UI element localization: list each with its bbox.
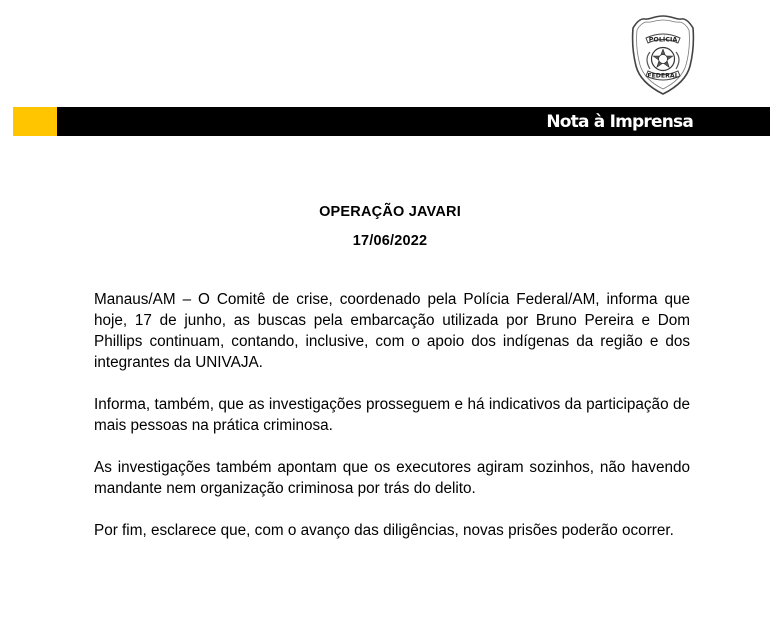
press-note-banner — [13, 107, 770, 136]
document-date: 17/06/2022 — [352, 233, 428, 249]
banner-label: Nota à Imprensa — [546, 112, 693, 132]
document-body — [94, 289, 690, 562]
paragraph-2: Informa, também, que as investigações prosseguem e há indicativos da participação de mais pessoas na prática criminosa. — [94, 396, 690, 434]
federal-police-badge-icon — [630, 14, 696, 96]
paragraph-4: Por fim, esclarece que, com o avanço das diligências, novas prisões poderão ocorrer. — [94, 522, 674, 539]
document-title: OPERAÇÃO JAVARI — [319, 204, 461, 220]
banner-accent-bar — [13, 107, 57, 136]
paragraph-1: Manaus/AM – O Comitê de crise, coordenado pela Polícia Federal/AM, informa que hoje, 17 de junho, as buscas pela embarcação utilizada por Bruno Pereira e Dom Phillips continuam, contando, inclusive, com o apoio dos indígenas da região e dos integrantes da UNIVAJA. — [94, 291, 690, 371]
badge-bottom-text: FEDERAL — [647, 72, 679, 80]
badge-top-text: POLÍCIA — [648, 35, 678, 44]
paragraph-3: As investigações também apontam que os executores agiram sozinhos, não havendo mandante nem organização criminosa por trás do delito. — [94, 459, 690, 497]
